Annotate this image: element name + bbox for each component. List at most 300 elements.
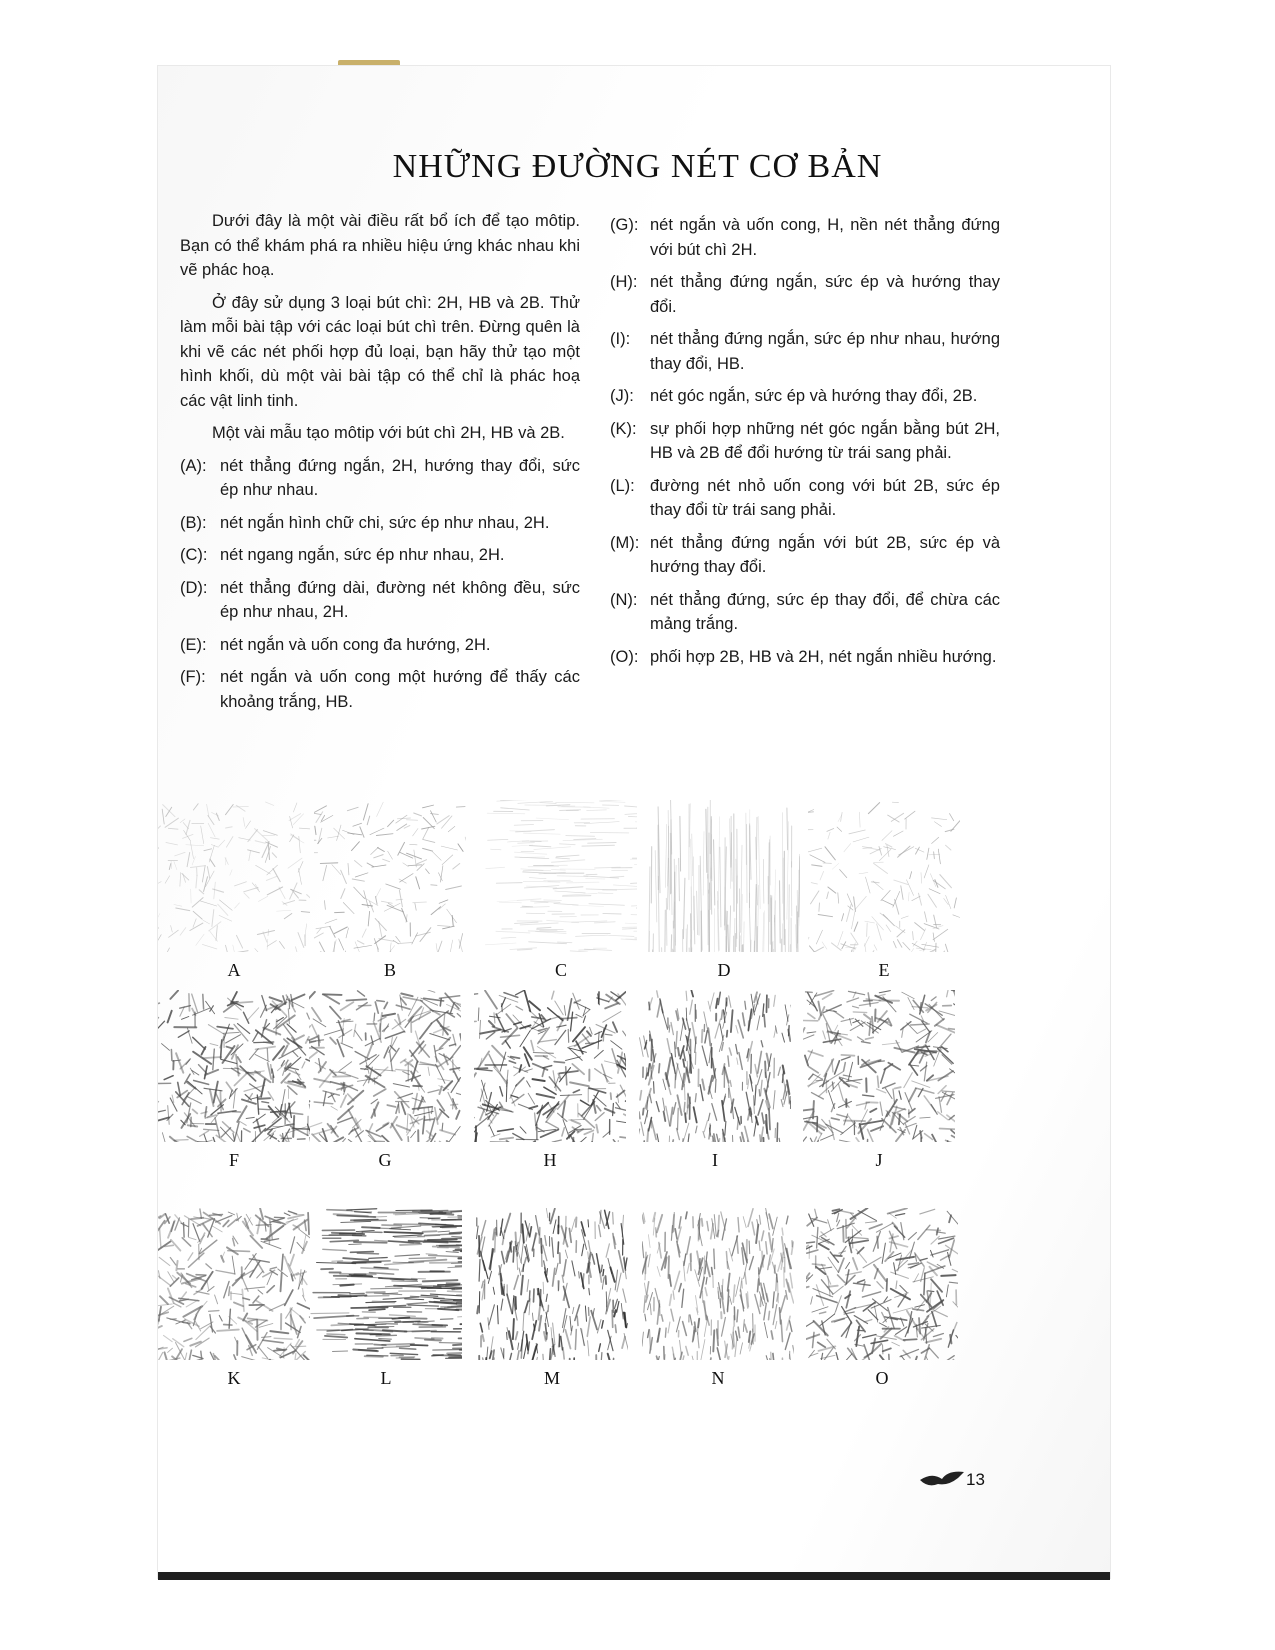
pencil-stroke — [696, 1126, 697, 1133]
pencil-stroke — [480, 1030, 500, 1034]
pencil-stroke — [599, 800, 632, 801]
pencil-stroke — [865, 944, 867, 952]
pencil-stroke — [888, 815, 899, 822]
pencil-stroke — [523, 1141, 535, 1142]
pencil-stroke — [201, 826, 204, 844]
pencil-stroke — [352, 879, 364, 881]
pencil-stroke — [252, 883, 260, 892]
pencil-stroke — [186, 1300, 198, 1307]
pencil-stroke — [899, 847, 914, 855]
pencil-stroke — [901, 916, 908, 919]
pencil-stroke — [367, 816, 370, 825]
definition-a: (A): nét thẳng đứng ngắn, 2H, hướng thay đổi, sức ép như nhau. — [180, 456, 580, 499]
pencil-stroke — [866, 1037, 874, 1039]
pencil-stroke — [956, 1335, 958, 1344]
pencil-stroke — [182, 1238, 191, 1246]
pencil-stroke — [555, 891, 586, 893]
pencil-stroke — [924, 1273, 925, 1295]
pencil-stroke — [158, 1353, 163, 1361]
pencil-stroke — [256, 865, 271, 874]
pencil-stroke — [355, 942, 359, 952]
pencil-stroke — [640, 1038, 644, 1057]
pencil-stroke — [945, 944, 950, 952]
pencil-stroke — [542, 1069, 544, 1077]
pencil-stroke — [267, 941, 276, 947]
pencil-stroke — [926, 1339, 942, 1343]
pencil-stroke — [189, 994, 190, 1011]
pencil-stroke — [556, 1263, 558, 1274]
pencil-stroke — [803, 1028, 805, 1035]
pencil-stroke — [670, 1140, 674, 1142]
pencil-stroke — [441, 846, 457, 850]
intro-paragraph-1: Dưới đây là một vài điều rất bổ ích để tạo môtip. Bạn có thể khám phá ra nhiều hiệu ứng khác nhau khi vẽ phác hoạ. — [180, 212, 580, 279]
pencil-stroke — [165, 876, 170, 884]
pencil-stroke — [603, 889, 637, 890]
pencil-stroke — [850, 950, 851, 952]
pencil-stroke — [603, 805, 619, 806]
pencil-stroke — [174, 905, 182, 907]
pencil-stroke — [665, 910, 666, 952]
pencil-stroke — [343, 903, 354, 914]
pencil-stroke — [568, 1029, 569, 1042]
pencil-stroke — [675, 1229, 677, 1239]
pencil-stroke — [886, 844, 892, 847]
pencil-stroke — [806, 1322, 814, 1330]
pencil-stroke — [340, 1285, 353, 1286]
definition-c: (C): nét ngang ngắn, sức ép như nhau, 2H. — [180, 546, 505, 564]
pencil-stroke — [938, 849, 940, 864]
pencil-stroke — [159, 1307, 161, 1321]
pencil-stroke — [896, 1041, 902, 1053]
pencil-stroke — [874, 945, 877, 951]
pencil-stroke — [677, 1227, 681, 1242]
pencil-stroke — [214, 882, 216, 899]
pencil-stroke — [702, 1046, 707, 1066]
pencil-stroke — [622, 927, 637, 928]
pencil-stroke — [395, 1255, 420, 1257]
pencil-stroke — [451, 1104, 458, 1105]
pencil-stroke — [343, 1258, 368, 1260]
texture-b — [314, 800, 466, 952]
pencil-stroke — [803, 1109, 813, 1111]
pencil-stroke — [748, 1111, 750, 1120]
pencil-stroke — [831, 1118, 839, 1120]
pencil-stroke — [865, 1222, 876, 1223]
pencil-stroke — [258, 896, 267, 901]
pencil-stroke — [786, 1216, 788, 1224]
pencil-stroke — [284, 1213, 290, 1216]
pencil-stroke — [736, 1277, 740, 1296]
pencil-stroke — [447, 909, 457, 923]
pencil-stroke — [311, 1313, 349, 1314]
sample-o — [806, 1208, 958, 1389]
pencil-stroke — [479, 1292, 480, 1313]
pencil-stroke — [653, 1049, 655, 1062]
pencil-stroke — [738, 1327, 740, 1338]
pencil-stroke — [305, 924, 307, 937]
pencil-stroke — [728, 1274, 730, 1291]
pencil-stroke — [413, 902, 427, 903]
pencil-stroke — [315, 826, 316, 834]
pencil-stroke — [916, 847, 920, 854]
pencil-stroke — [622, 1337, 625, 1348]
pencil-stroke — [208, 816, 214, 825]
pencil-stroke — [648, 1235, 650, 1248]
pencil-stroke — [832, 863, 839, 869]
pencil-stroke — [412, 1331, 436, 1332]
pencil-stroke — [226, 945, 228, 952]
pencil-stroke — [851, 933, 858, 944]
pencil-stroke — [434, 1046, 437, 1062]
pencil-stroke — [474, 1068, 487, 1069]
pencil-stroke — [738, 1020, 743, 1038]
pencil-stroke — [670, 1108, 673, 1126]
pencil-stroke — [515, 922, 538, 923]
pencil-stroke — [941, 1275, 955, 1276]
pencil-stroke — [457, 1014, 461, 1022]
pencil-stroke — [248, 830, 258, 842]
pencil-stroke — [443, 1015, 445, 1035]
pencil-stroke — [309, 1052, 317, 1059]
pencil-stroke — [806, 1242, 815, 1244]
pencil-stroke — [720, 1024, 723, 1040]
pencil-stroke — [594, 1095, 606, 1106]
pencil-stroke — [433, 852, 442, 860]
pencil-stroke — [837, 1114, 848, 1117]
pencil-stroke — [249, 851, 251, 861]
pencil-stroke — [707, 1358, 711, 1360]
pencil-stroke — [704, 1121, 707, 1132]
pencil-stroke — [409, 1260, 446, 1262]
pencil-stroke — [595, 1032, 602, 1035]
texture-o — [806, 1208, 958, 1360]
pencil-stroke — [164, 1335, 173, 1341]
pencil-stroke — [425, 1234, 461, 1236]
pencil-stroke — [853, 1258, 857, 1270]
pencil-stroke — [653, 934, 654, 952]
pencil-stroke — [407, 1117, 418, 1135]
sample-label: J — [875, 1150, 883, 1170]
pencil-stroke — [420, 1218, 439, 1219]
pencil-stroke — [657, 1267, 660, 1277]
pencil-stroke — [297, 1303, 310, 1311]
pencil-stroke — [849, 991, 865, 994]
pencil-stroke — [611, 1041, 622, 1050]
pencil-stroke — [396, 899, 403, 900]
pencil-stroke — [216, 1216, 232, 1223]
pencil-stroke — [207, 804, 209, 816]
pencil-stroke — [773, 1292, 774, 1308]
pencil-stroke — [376, 834, 393, 836]
pencil-stroke — [474, 994, 478, 996]
pencil-stroke — [882, 900, 894, 906]
pencil-stroke — [439, 1087, 441, 1095]
pencil-stroke — [210, 1006, 214, 1012]
pencil-stroke — [175, 852, 185, 856]
pencil-stroke — [529, 1106, 537, 1108]
pencil-stroke — [743, 1013, 745, 1026]
pencil-stroke — [474, 1021, 476, 1022]
pencil-stroke — [242, 1357, 256, 1360]
pencil-stroke — [270, 1267, 276, 1269]
pencil-stroke — [918, 1029, 926, 1033]
pencil-stroke — [613, 1140, 621, 1142]
pencil-stroke — [954, 991, 955, 1001]
pencil-stroke — [353, 823, 362, 826]
pencil-stroke — [926, 1356, 930, 1360]
pencil-stroke — [745, 1001, 746, 1009]
pencil-stroke — [679, 1284, 681, 1292]
pencil-stroke — [211, 845, 218, 848]
pencil-stroke — [382, 1225, 401, 1226]
pencil-stroke — [237, 951, 248, 952]
pencil-stroke — [437, 1112, 441, 1119]
pencil-stroke — [731, 1010, 733, 1032]
pencil-stroke — [455, 1265, 462, 1266]
pencil-stroke — [384, 1047, 389, 1058]
pencil-stroke — [726, 911, 727, 952]
pencil-stroke — [588, 843, 616, 844]
pencil-stroke — [205, 1070, 218, 1075]
pencil-stroke — [171, 926, 173, 933]
pencil-stroke — [523, 872, 556, 874]
pencil-stroke — [686, 1346, 688, 1355]
pencil-stroke — [180, 873, 181, 887]
pencil-stroke — [400, 995, 402, 1010]
pencil-stroke — [242, 1290, 244, 1312]
pencil-stroke — [204, 849, 212, 851]
pencil-stroke — [922, 1325, 941, 1328]
pencil-stroke — [867, 1140, 868, 1143]
pencil-stroke — [515, 1310, 517, 1320]
pencil-stroke — [863, 1282, 866, 1291]
pencil-stroke — [516, 990, 525, 995]
sample-k — [158, 1208, 310, 1389]
pencil-stroke — [330, 1038, 336, 1044]
pencil-stroke — [554, 1062, 564, 1063]
pencil-stroke — [570, 1135, 576, 1142]
pencil-stroke — [518, 1343, 519, 1349]
pencil-stroke — [571, 1120, 580, 1124]
page-title: NHỮNG ĐƯỜNG NÉT CƠ BẢN — [392, 148, 883, 185]
pencil-stroke — [832, 1319, 844, 1322]
pencil-stroke — [529, 1291, 530, 1301]
pencil-stroke — [277, 910, 291, 911]
pencil-stroke — [834, 1255, 842, 1256]
pencil-stroke — [337, 1040, 344, 1057]
pencil-stroke — [567, 882, 599, 883]
pencil-stroke — [651, 1040, 652, 1061]
pencil-stroke — [226, 1082, 232, 1091]
pencil-stroke — [383, 1123, 388, 1126]
pencil-stroke — [426, 869, 430, 874]
pencil-stroke — [953, 915, 960, 918]
pencil-stroke — [480, 1083, 485, 1101]
pencil-stroke — [563, 893, 597, 895]
pencil-stroke — [893, 1308, 912, 1313]
pencil-stroke — [898, 940, 902, 948]
pencil-stroke — [204, 1134, 208, 1142]
pencil-stroke — [615, 1270, 617, 1290]
pencil-stroke — [474, 1073, 476, 1087]
pencil-stroke — [556, 855, 579, 857]
pencil-stroke — [270, 997, 282, 1001]
pencil-stroke — [811, 883, 817, 884]
pencil-stroke — [760, 1297, 761, 1306]
pencil-stroke — [762, 913, 764, 952]
pencil-stroke — [359, 1005, 371, 1006]
pencil-stroke — [519, 1268, 521, 1275]
pencil-stroke — [553, 1268, 555, 1286]
pencil-stroke — [635, 865, 638, 866]
pencil-stroke — [556, 858, 570, 859]
sample-d — [648, 800, 800, 981]
intro-paragraph-3: Một vài mẫu tạo môtip với bút chì 2H, HB và 2B. — [212, 424, 565, 442]
pencil-stroke — [839, 1258, 844, 1272]
pencil-stroke — [327, 1334, 345, 1335]
pencil-stroke — [806, 1245, 808, 1256]
pencil-stroke — [938, 1112, 948, 1120]
pencil-stroke — [694, 1107, 697, 1122]
pencil-stroke — [226, 837, 233, 848]
pencil-stroke — [815, 1209, 817, 1218]
pencil-stroke — [732, 832, 733, 881]
pencil-stroke — [570, 1082, 589, 1086]
pencil-stroke — [399, 890, 402, 906]
pencil-stroke — [810, 855, 825, 863]
pencil-stroke — [866, 877, 871, 893]
pencil-stroke — [722, 1318, 726, 1337]
pencil-stroke — [184, 1338, 192, 1341]
pencil-stroke — [666, 898, 667, 945]
pencil-stroke — [323, 994, 342, 995]
pencil-stroke — [820, 1312, 826, 1314]
pencil-stroke — [563, 1348, 564, 1359]
pencil-stroke — [518, 842, 535, 843]
pencil-stroke — [423, 805, 434, 808]
pencil-stroke — [333, 1076, 350, 1077]
pencil-stroke — [246, 821, 251, 829]
pencil-stroke — [317, 928, 321, 933]
pencil-stroke — [610, 876, 624, 877]
pencil-stroke — [363, 804, 368, 820]
pencil-stroke — [351, 1252, 374, 1253]
pencil-stroke — [536, 818, 568, 820]
pencil-stroke — [812, 1307, 828, 1312]
pencil-stroke — [823, 1031, 826, 1039]
pencil-stroke — [421, 1210, 448, 1211]
pencil-stroke — [566, 836, 595, 837]
pencil-stroke — [624, 1114, 626, 1118]
pencil-stroke — [599, 1225, 601, 1236]
pencil-stroke — [893, 1089, 895, 1103]
sample-n — [642, 1208, 794, 1389]
pencil-stroke — [759, 1241, 760, 1250]
pencil-stroke — [617, 1273, 621, 1292]
pencil-stroke — [447, 1352, 462, 1353]
pencil-stroke — [442, 1123, 443, 1130]
pencil-stroke — [559, 1074, 561, 1080]
pencil-stroke — [853, 1012, 866, 1013]
pencil-stroke — [595, 1113, 604, 1121]
pencil-stroke — [803, 1035, 814, 1041]
pencil-stroke — [231, 1293, 242, 1294]
pencil-stroke — [379, 939, 394, 942]
pencil-stroke — [399, 942, 412, 943]
pencil-stroke — [169, 930, 179, 937]
pencil-stroke — [745, 1126, 749, 1142]
pencil-stroke — [360, 827, 364, 837]
pencil-stroke — [483, 1358, 485, 1360]
sample-label: C — [554, 960, 567, 980]
pencil-stroke — [644, 1296, 645, 1313]
pencil-stroke — [605, 1034, 612, 1035]
pencil-stroke — [379, 1339, 392, 1340]
pencil-stroke — [769, 1214, 773, 1228]
pencil-stroke — [612, 1310, 613, 1327]
pencil-stroke — [188, 1253, 193, 1261]
pencil-stroke — [648, 1064, 650, 1076]
pencil-stroke — [546, 1122, 558, 1129]
pencil-stroke — [529, 1001, 540, 1010]
pencil-stroke — [942, 1055, 952, 1065]
pencil-stroke — [180, 928, 186, 936]
pencil-stroke — [888, 1208, 907, 1213]
pencil-stroke — [854, 897, 856, 912]
pencil-stroke — [663, 1098, 665, 1110]
pencil-stroke — [882, 1043, 899, 1045]
pencil-stroke — [726, 1252, 727, 1269]
pencil-stroke — [723, 1094, 725, 1105]
pencil-stroke — [173, 1276, 178, 1280]
pencil-stroke — [450, 1046, 461, 1060]
pencil-stroke — [505, 1041, 510, 1048]
pencil-stroke — [439, 1343, 462, 1344]
pencil-stroke — [952, 1323, 957, 1335]
pencil-stroke — [808, 812, 814, 813]
pencil-stroke — [570, 951, 587, 952]
pencil-stroke — [239, 838, 251, 840]
pencil-stroke — [243, 818, 245, 827]
pencil-stroke — [639, 1112, 640, 1119]
pencil-stroke — [258, 1290, 263, 1294]
pencil-stroke — [300, 1316, 305, 1323]
pencil-stroke — [503, 1287, 504, 1295]
pencil-stroke — [516, 1078, 524, 1086]
pencil-stroke — [170, 1278, 178, 1286]
pencil-stroke — [546, 1208, 548, 1218]
pencil-stroke — [521, 1276, 523, 1295]
pencil-stroke — [702, 1219, 703, 1226]
pencil-stroke — [219, 1316, 222, 1322]
pencil-stroke — [650, 1304, 651, 1315]
pencil-stroke — [479, 1236, 480, 1257]
pencil-stroke — [685, 1084, 686, 1100]
pencil-stroke — [492, 1046, 505, 1059]
pencil-stroke — [716, 999, 718, 1008]
definition-d: (D): nét thẳng đứng dài, đường nét không đều, sức ép như nhau, 2H. — [180, 578, 580, 621]
pencil-stroke — [229, 1287, 230, 1296]
pencil-stroke — [245, 1287, 265, 1289]
pencil-stroke — [372, 865, 386, 867]
pencil-stroke — [827, 829, 834, 832]
pencil-stroke — [606, 1244, 609, 1257]
pencil-stroke — [692, 834, 693, 876]
pencil-stroke — [602, 1064, 608, 1082]
pencil-stroke — [374, 1089, 386, 1096]
pencil-stroke — [513, 1134, 524, 1140]
pencil-stroke — [465, 837, 466, 843]
